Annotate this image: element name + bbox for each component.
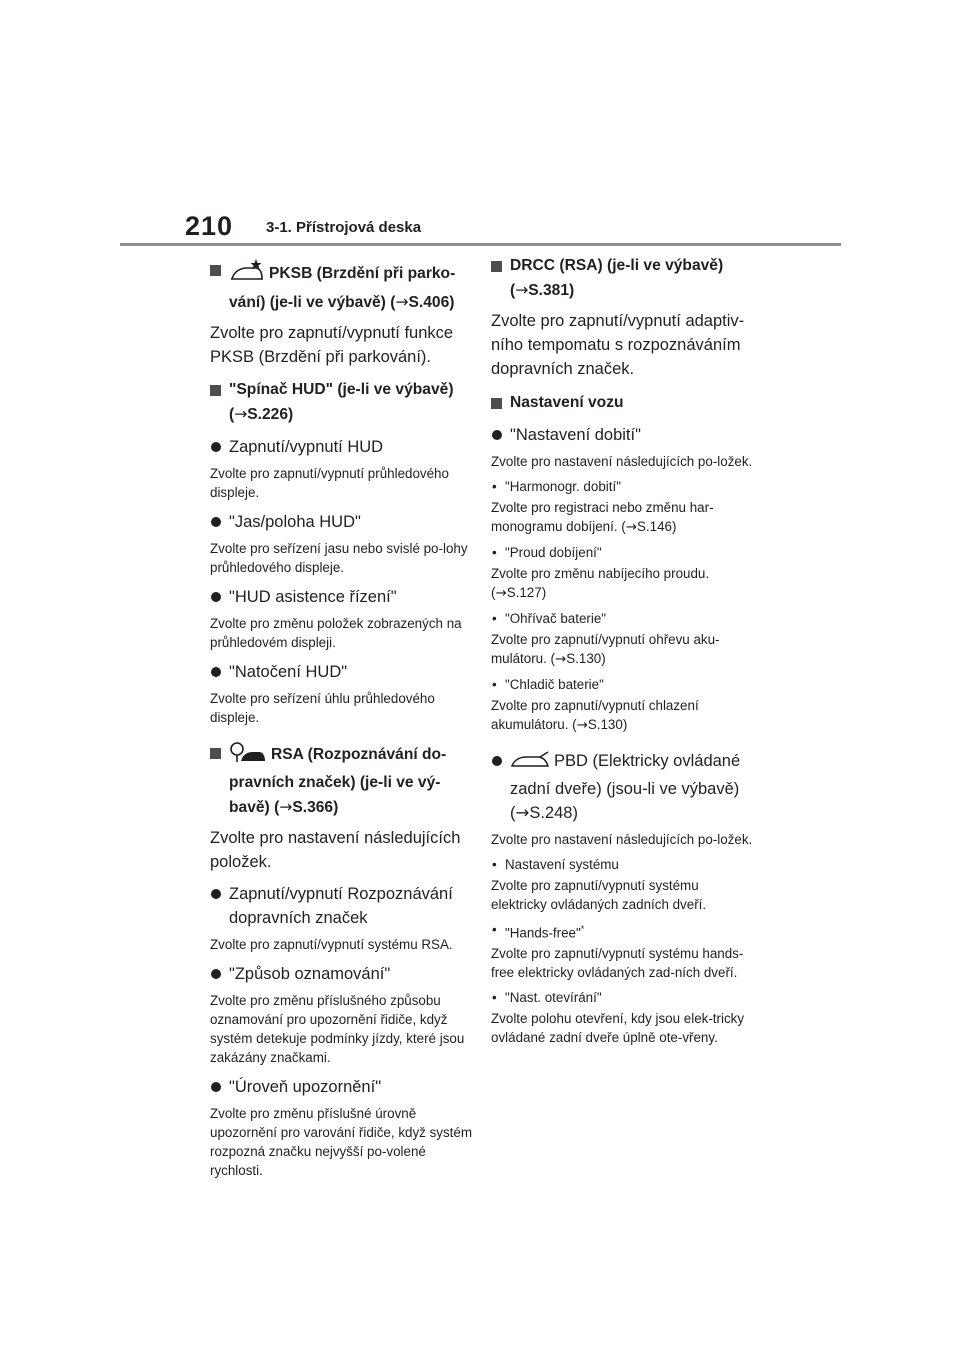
- hud-assist-desc: Zvolte pro změnu položek zobrazených na průhledovém displeji.: [210, 616, 462, 650]
- heading-hud-switch: "Spínač HUD" (je-li ve výbavě) (→S.226): [210, 378, 472, 427]
- parking-brake-car-icon: [229, 258, 265, 290]
- power-back-door-car-icon: [510, 750, 550, 777]
- hud-brightness-desc: Zvolte pro seřízení jasu nebo svislé po-lohy průhledového displeje.: [210, 541, 468, 575]
- sub-battery-cooler: • "Chladič baterie": [491, 675, 753, 694]
- opening-setting-desc: Zvolte polohu otevření, kdy jsou elek-tricky ovládané zadní dveře úplně ote-vřeny.: [491, 1011, 745, 1046]
- charging-settings-desc: Zvolte pro nastavení následujících po-ložek.: [491, 454, 753, 469]
- page-number: 210: [185, 211, 234, 241]
- sub-battery-heater: • "Ohřívač baterie": [491, 609, 753, 628]
- heading-pksb: PKSB (Brzdění při parko-vání) (je-li ve výbavě) (→S.406): [210, 258, 472, 315]
- warning-level-desc: Zvolte pro změnu příslušné úrovně upozornění pro varování řidiče, když systém rozpozná značku nejvyšší po-volené rychlosti.: [210, 1106, 472, 1178]
- hud-onoff-desc: Zvolte pro zapnutí/vypnutí průhledového displeje.: [210, 466, 449, 500]
- bullet-hud-onoff: Zapnutí/vypnutí HUD: [210, 435, 472, 459]
- sub-system-settings: • Nastavení systému: [491, 855, 753, 874]
- left-column: [210, 254, 472, 1180]
- sub-opening-setting: • "Nast. otevírání": [491, 988, 753, 1007]
- charging-schedule-desc: Zvolte pro registraci nebo změnu har-monogramu dobíjení. (→S.146): [491, 500, 714, 535]
- battery-cooler-desc: Zvolte pro zapnutí/vypnutí chlazení akumulátoru. (→S.130): [491, 698, 699, 733]
- heading-vehicle-settings: Nastavení vozu: [491, 391, 753, 415]
- header-rule: [120, 243, 841, 246]
- heading-drcc: DRCC (RSA) (je-li ve výbavě) (→S.381): [491, 254, 753, 303]
- sub-charging-current: • "Proud dobíjení": [491, 543, 753, 562]
- drcc-description: Zvolte pro zapnutí/vypnutí adaptiv-ního tempomatu s rozpoznáváním dopravních značek.: [491, 312, 745, 378]
- bullet-pbd: PBD (Elektricky ovládané zadní dveře) (jsou-li ve výbavě) (→S.248): [491, 749, 753, 825]
- bullet-warning-level: "Úroveň upozornění": [210, 1075, 472, 1099]
- bullet-rsa-onoff: Zapnutí/vypnutí Rozpoznávání dopravních značek: [210, 882, 472, 930]
- bullet-charging-settings: "Nastavení dobití": [491, 423, 753, 447]
- rsa-description: Zvolte pro nastavení následujících položek.: [210, 829, 461, 871]
- bullet-notification-method: "Způsob oznamování": [210, 962, 472, 986]
- bullet-hud-brightness: "Jas/poloha HUD": [210, 510, 472, 534]
- sub-charging-schedule: • "Harmonogr. dobití": [491, 477, 753, 496]
- heading-rsa: RSA (Rozpoznávání do-pravních značek) (je-li ve vý-bavě) (→S.366): [210, 741, 472, 820]
- charging-current-desc: Zvolte pro změnu nabíjecího proudu. (→S.127): [491, 566, 710, 601]
- section-title: 3-1. Přístrojová deska: [266, 219, 422, 236]
- rsa-onoff-desc: Zvolte pro zapnutí/vypnutí systému RSA.: [210, 937, 453, 952]
- battery-heater-desc: Zvolte pro zapnutí/vypnutí ohřevu aku-mulátoru. (→S.130): [491, 632, 720, 667]
- system-settings-desc: Zvolte pro zapnutí/vypnutí systému elektricky ovládaných zadních dveří.: [491, 878, 707, 912]
- bullet-hud-rotation: "Natočení HUD": [210, 660, 472, 684]
- right-column: [491, 254, 753, 1047]
- road-sign-assist-icon: [229, 741, 267, 771]
- bullet-hud-assist: "HUD asistence řízení": [210, 585, 472, 609]
- hud-rotation-desc: Zvolte pro seřízení úhlu průhledového displeje.: [210, 691, 435, 725]
- sub-hands-free: • "Hands-free"*: [491, 920, 753, 942]
- notification-method-desc: Zvolte pro změnu příslušného způsobu oznamování pro upozornění řidiče, když systém detekuje podmínky jízdy, které jsou zakázány značkami.: [210, 993, 465, 1065]
- hands-free-desc: Zvolte pro zapnutí/vypnutí systému hands-free elektricky ovládaných zad-ních dveří.: [491, 946, 744, 981]
- pksb-description: Zvolte pro zapnutí/vypnutí funkce PKSB (Brzdění při parkování).: [210, 324, 454, 366]
- pbd-desc: Zvolte pro nastavení následujících po-ložek.: [491, 832, 753, 847]
